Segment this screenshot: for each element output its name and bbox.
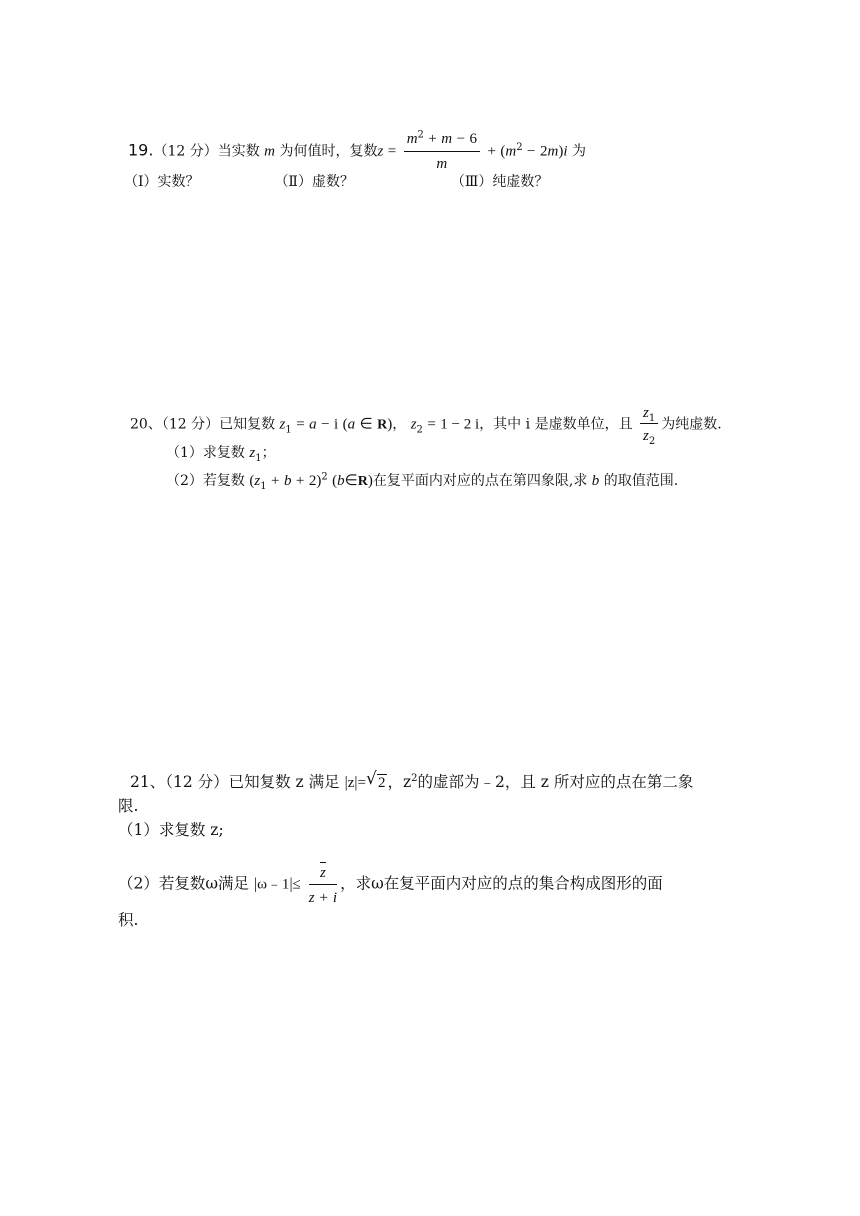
q21-fraction: $\frac{z}{z + i}$ [309, 862, 337, 907]
q21-part2-label: （2）若复数ω满足 [118, 874, 250, 893]
q20-text-b: 为纯虚数. [661, 416, 722, 433]
q20-intro: （12 分）已知复数 [161, 416, 276, 433]
q21-line2 [118, 796, 138, 816]
q19-stem: 19.（12 分）当实数 m 为何值时，复数z = $\frac{m^2 + m - 6}{m}$ + $(m^2 - 2m)i$ 为 [128, 129, 586, 172]
q19-parts [124, 172, 548, 192]
q21-number: 21、 [130, 773, 166, 791]
q20-part1-label: （1）求复数 [166, 445, 245, 461]
q20-part2: （2）若复数 $(z_1 + b + 2)^2$ (b∈R)在复平面内对应的点在第四象限,求 b 的取值范围. [166, 471, 679, 492]
q20-part1-end: ； [261, 445, 276, 461]
q19-number: 19. [128, 140, 154, 160]
q20-part2-end: 在复平面内对应的点在第四象限,求 [372, 473, 588, 489]
q21-part2: （2）若复数ω满足 |ω﹣1|≤ $\frac{z}{z + i}$ ，求ω在复平面内对应的点的集合构成图形的面 [118, 862, 663, 907]
q20-part2-label: （2）若复数 [166, 473, 245, 489]
q20-stem: 20、（12 分）已知复数 $z_1 = a - i$ (a ∈ R)， $z_2 = 1 - 2$ i，其中 i 是虚数单位，且 $\frac{z_1}{z_2}$ 为纯虚数. [130, 405, 722, 447]
q21-text-b: 的虚部为﹣2，且 z 所对应的点在第二象 [417, 773, 694, 791]
q21-intro: （12 分）已知复数 z 满足 [165, 773, 340, 791]
q19-part2: （Ⅱ）虚数？ [274, 174, 354, 190]
q21-last-line-text: 积. [118, 911, 139, 929]
q21-stem: 21、（12 分）已知复数 z 满足 |z|= √ 2 ，$z^2$的虚部为﹣2，且 z 所对应的点在第二象 [130, 769, 694, 791]
q21-text-a: ，z [387, 773, 412, 791]
q19-part3: （Ⅲ）纯虚数？ [450, 174, 549, 190]
sqrt-two: √ 2 [365, 769, 386, 791]
q21-part1-text: （1）求复数 z; [118, 821, 224, 839]
q20-number: 20、 [130, 416, 162, 433]
q20-fraction: $\frac{z_1}{z_2}$ [640, 404, 658, 445]
q19-part1: （Ⅰ）实数？ [124, 174, 200, 190]
q21-part2-end: ，求ω在复平面内对应的点的集合构成图形的面 [340, 874, 663, 893]
q19-intro: （12 分）当实数 [153, 143, 260, 160]
q20-text-a: ，其中 i 是虚数单位，且 [479, 416, 633, 433]
q21-last-line [118, 910, 138, 930]
q19-text-b: 为 [571, 143, 586, 160]
q19-text-a: 为何值时，复数 [279, 143, 378, 160]
q21-part1 [118, 820, 224, 840]
q19-fraction: $\frac{m^2 + m - 6}{m}$ [404, 130, 480, 173]
q20-part2-tail: 的取值范围. [603, 473, 679, 489]
q21-line2-text: 限. [118, 797, 139, 815]
q20-part1: （1）求复数 $z_1$； [166, 445, 276, 464]
